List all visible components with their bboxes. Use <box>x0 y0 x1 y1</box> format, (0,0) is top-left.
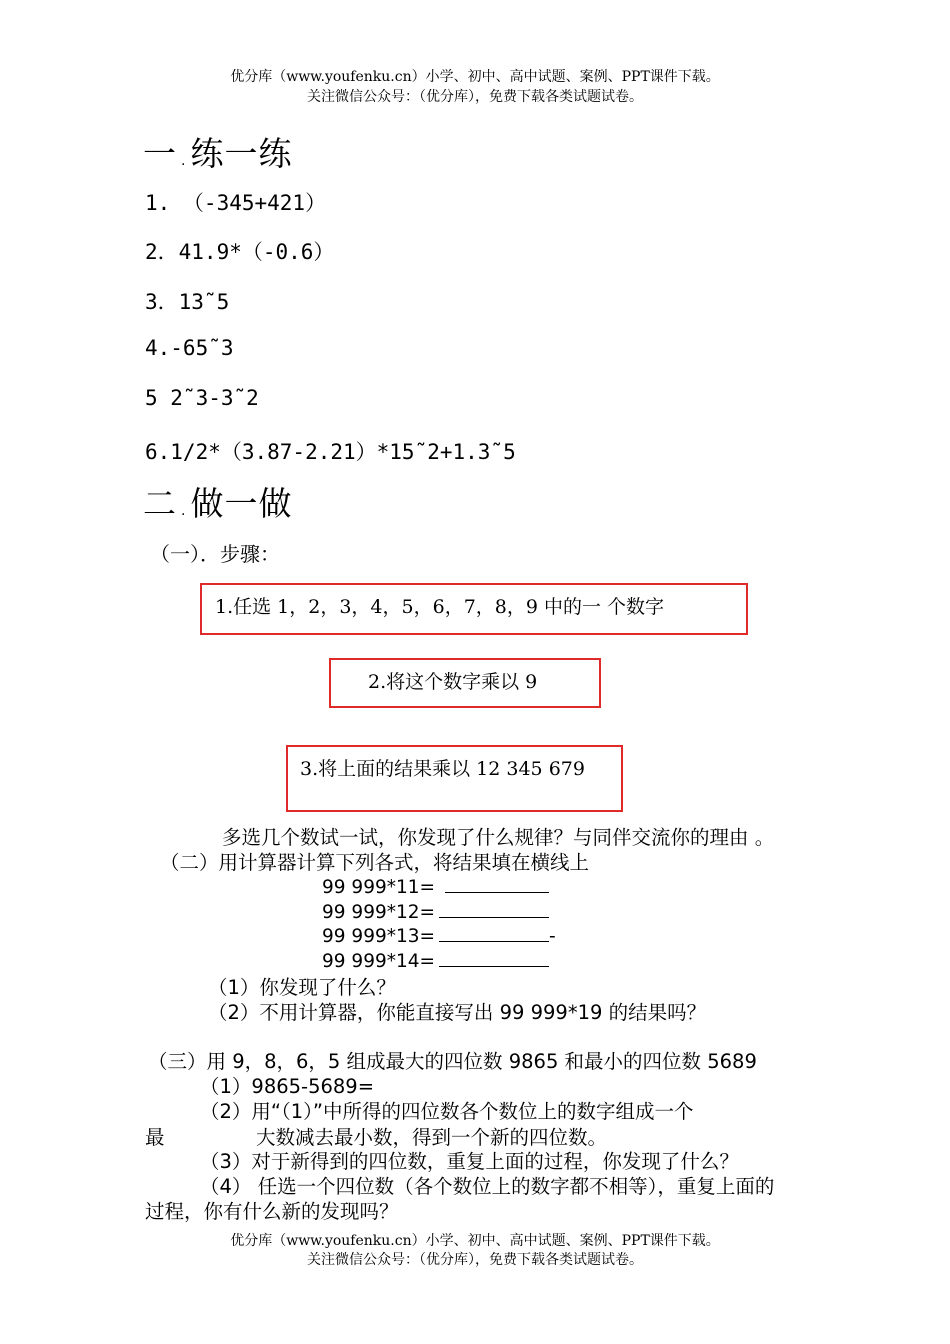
section-2-number: 二 <box>143 484 177 523</box>
part-3-q2b-left: 最 <box>145 1126 165 1149</box>
formula-row-3 <box>322 923 556 947</box>
header-line-2: 关注微信公众号：（优分库），免费下载各类试题试卷。 <box>307 89 643 105</box>
trailing-mark: - <box>549 926 556 947</box>
formula-row-1 <box>322 874 549 898</box>
step-3-text: 3.将上面的结果乘以 12 345 679 <box>300 758 585 780</box>
section-1-heading <box>143 128 292 175</box>
formula-2: 99 999*12= <box>322 902 436 923</box>
step-1-text: 1.任选 1，2，3，4，5，6，7，8，9 中的一 个数字 <box>215 596 665 618</box>
answer-blank-4[interactable] <box>439 948 549 967</box>
formula-row-4 <box>322 948 549 972</box>
exercise-5: 5 2˜3-3˜2 <box>145 386 259 410</box>
formula-row-2 <box>322 899 549 923</box>
answer-blank-1[interactable] <box>445 874 549 893</box>
part-1-heading: （一）．步骤： <box>150 542 280 566</box>
part-3-q2b-right: 大数减去最小数，得到一个新的四位数。 <box>256 1126 608 1149</box>
formula-3: 99 999*13= <box>322 926 436 947</box>
part-3-heading: （三）用 9，8，6，5 组成最大的四位数 9865 和最小的四位数 5689 <box>148 1050 757 1073</box>
section-2-dot: . <box>181 503 187 519</box>
part-3-q1: （1）9865-5689= <box>200 1075 375 1098</box>
exercise-6: 6.1/2*（3.87-2.21）*15˜2+1.3˜5 <box>145 440 516 464</box>
section-2-title: 做一做 <box>190 484 293 523</box>
answer-blank-3[interactable] <box>439 923 549 942</box>
exercise-3: 3．13˜5 <box>145 290 230 314</box>
part-3-q3: （3）对于新得到的四位数，重复上面的过程，你发现了什么？ <box>200 1150 739 1173</box>
section-1-number: 一 <box>143 134 177 173</box>
footer-line-2: 关注微信公众号：（优分库），免费下载各类试题试卷。 <box>307 1252 643 1268</box>
section-1-dot: . <box>181 153 187 169</box>
part-2-q1: （1）你发现了什么？ <box>208 976 396 999</box>
exercise-1: 1. （-345+421） <box>145 191 327 215</box>
part-2-heading: （二）用计算器计算下列各式，将结果填在横线上 <box>160 851 590 874</box>
exercise-2: 2．41.9*（-0.6） <box>145 240 335 264</box>
part-3-q2a: （2）用“（1）”中所得的四位数各个数位上的数字组成一个 <box>200 1100 694 1123</box>
step-2-text: 2.将这个数字乘以 9 <box>368 671 538 693</box>
answer-blank-2[interactable] <box>439 899 549 918</box>
section-1-title: 练一练 <box>190 134 293 173</box>
footer-line-1: 优分库（www.youfenku.cn）小学、初中、高中试题、案例、PPT课件下载。 <box>230 1233 720 1249</box>
formula-4: 99 999*14= <box>322 951 436 972</box>
section-2-heading <box>143 478 292 525</box>
part-2-q2: （2）不用计算器，你能直接写出 99 999*19 的结果吗？ <box>208 1001 707 1024</box>
part-3-q4a: （4） 任选一个四位数（各个数位上的数字都不相等），重复上面的 <box>200 1175 775 1198</box>
header-line-1: 优分库（www.youfenku.cn）小学、初中、高中试题、案例、PPT课件下载。 <box>230 69 720 85</box>
part-1-question: 多选几个数试一试，你发现了什么规律？与同伴交流你的理由 。 <box>222 826 775 849</box>
exercise-4: 4.-65˜3 <box>145 336 234 360</box>
part-3-q4b: 过程，你有什么新的发现吗？ <box>145 1200 399 1223</box>
formula-1: 99 999*11= <box>322 877 436 898</box>
